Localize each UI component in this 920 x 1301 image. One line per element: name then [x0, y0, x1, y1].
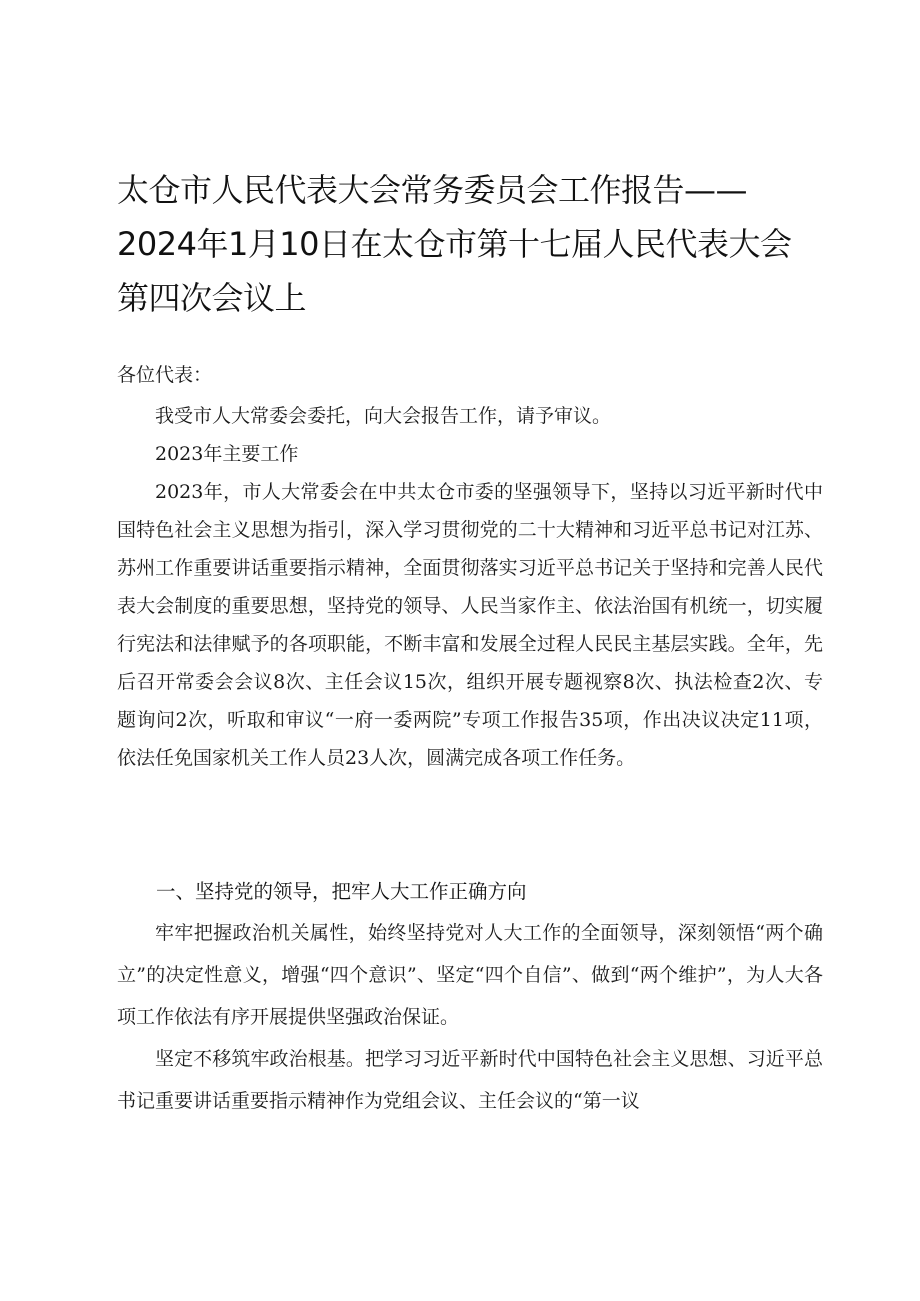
subheading-main-work: 2023年主要工作 [155, 443, 299, 465]
paragraph-overview: 2023年，市人大常委会在中共太仓市委的坚强领导下，坚持以习近平新时代中国特色社会主义思想为指引，深入学习贯彻党的二十大精神和习近平总书记对江苏、苏州工作重要讲话重要指示精神，全面贯彻落实习近平总书记关于坚持和完善人民代表大会制度的重要思想，坚持党的领导、人民当家作主、依法治国有机统一，切实履行宪法和法律赋予的各项职能，不断丰富和发展全过程人民民主基层实践。全年，先后召开常委会会议8次、主任会议15次，组织开展专题视察8次、执法检查2次、专题询问2次，听取和审议“一府一委两院”专项工作报告35项，作出决议决定11项，依法任免国家机关工作人员23人次，圆满完成各项工作任务。 [117, 481, 823, 769]
section-heading: 一、坚持党的领导，把牢人大工作正确方向 [156, 880, 527, 903]
paragraph-political-attribute: 牢牢把握政治机关属性，始终坚持党对人大工作的全面领导，深刻领悟“两个确立”的决定性意义，增强“四个意识”、坚定“四个自信”、做到“两个维护”，为人大各项工作依法有序开展提供坚强政治保证。 [117, 922, 823, 1028]
document-title: 太仓市人民代表大会常务委员会工作报告——2024年1月10日在太仓市第十七届人民代表大会第四次会议上 [117, 171, 792, 317]
intro-block [117, 397, 823, 777]
salutation: 各位代表： [117, 364, 213, 386]
paragraph-political-foundation: 坚定不移筑牢政治根基。把学习习近平新时代中国特色社会主义思想、习近平总书记重要讲话重要指示精神作为党组会议、主任会议的“第一议 [117, 1048, 823, 1112]
section-1 [117, 872, 823, 1122]
paragraph-entrustment: 我受市人大常委会委托，向大会报告工作，请予审议。 [155, 405, 612, 427]
